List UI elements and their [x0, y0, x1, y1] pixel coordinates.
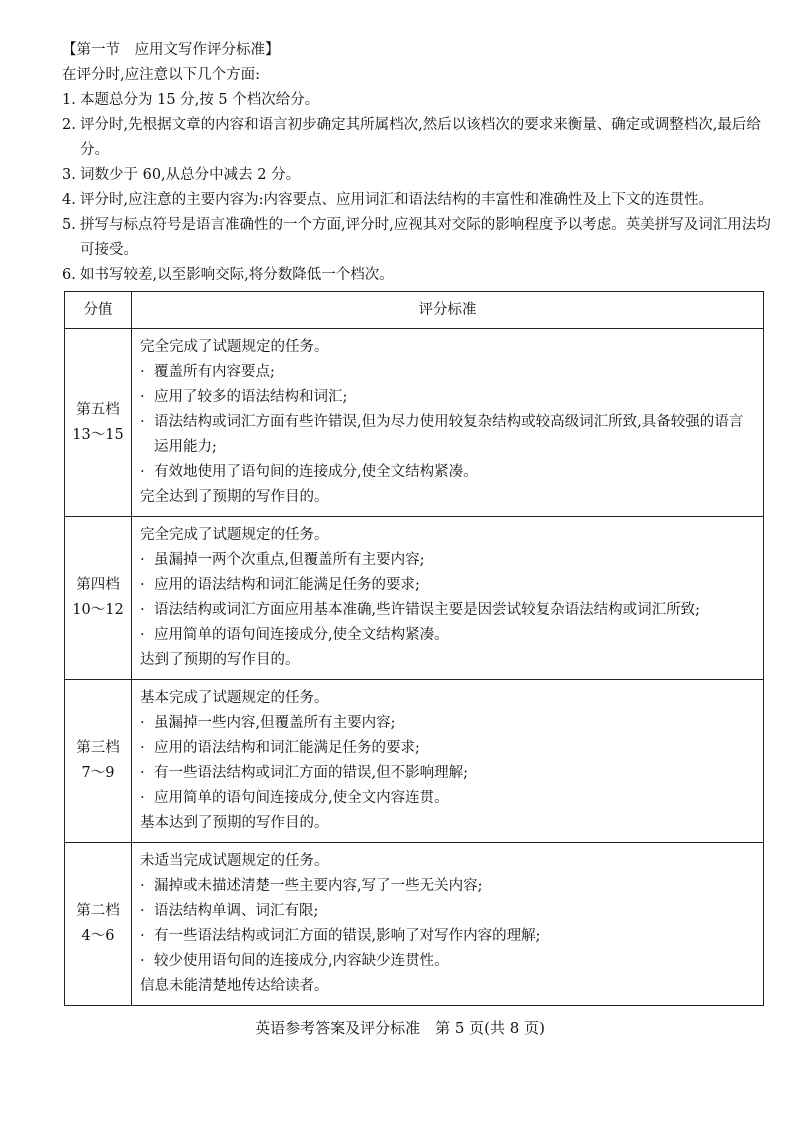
criteria-summary: 完全完成了试题规定的任务。	[140, 527, 329, 543]
bullet-text: 较少使用语句间的连接成分,内容缺少连贯性。	[154, 953, 449, 969]
bullet-text: 覆盖所有内容要点;	[154, 364, 275, 380]
criteria-bullet	[140, 573, 755, 598]
criteria-conclusion: 基本达到了预期的写作目的。	[140, 815, 329, 831]
rule-text: 评分时,先根据文章的内容和语言初步确定其所属档次,然后以该档次的要求来衡量、确定或调整档次,最后给分。	[80, 117, 761, 158]
rule-number: 4.	[62, 192, 76, 208]
bullet-dot: ·	[140, 740, 145, 756]
bullet-dot: ·	[140, 627, 145, 643]
intro-section	[62, 38, 782, 288]
criteria-summary: 未适当完成试题规定的任务。	[140, 853, 329, 869]
section-title: 【第一节 应用文写作评分标准】	[62, 42, 280, 58]
rule-item	[62, 88, 782, 113]
table-row	[65, 843, 764, 1006]
bullet-dot: ·	[140, 765, 145, 781]
bullet-dot: ·	[140, 790, 145, 806]
table-row	[65, 680, 764, 843]
criteria-bullet	[140, 761, 755, 786]
rule-item	[62, 188, 782, 213]
criteria-bullet	[140, 949, 755, 974]
bullet-text: 有一些语法结构或词汇方面的错误,影响了对写作内容的理解;	[154, 928, 541, 944]
level-name: 第四档	[76, 577, 120, 593]
table-row	[65, 517, 764, 680]
rule-number: 3.	[62, 167, 76, 183]
bullet-text: 应用简单的语句间连接成分,使全文结构紧凑。	[154, 627, 449, 643]
bullet-text: 漏掉或未描述清楚一些主要内容,写了一些无关内容;	[154, 878, 483, 894]
bullet-dot: ·	[140, 602, 145, 618]
criteria-bullet	[140, 899, 755, 924]
criteria-summary: 完全完成了试题规定的任务。	[140, 339, 329, 355]
bullet-text: 语法结构或词汇方面有些许错误,但为尽力使用较复杂结构或较高级词汇所致,具备较强的语言运用能力;	[154, 414, 744, 455]
level-cell	[65, 329, 132, 517]
bullet-text: 语法结构单调、词汇有限;	[154, 903, 319, 919]
table-header-row	[65, 292, 764, 329]
criteria-bullet	[140, 623, 755, 648]
header-score: 分值	[65, 292, 132, 329]
criteria-bullet	[140, 548, 755, 573]
level-cell	[65, 680, 132, 843]
bullet-dot: ·	[140, 878, 145, 894]
criteria-bullet	[140, 786, 755, 811]
criteria-conclusion: 信息未能清楚地传达给读者。	[140, 978, 329, 994]
bullet-dot: ·	[140, 715, 145, 731]
bullet-dot: ·	[140, 953, 145, 969]
rule-text: 评分时,应注意的主要内容为:内容要点、应用词汇和语法结构的丰富性和准确性及上下文的连贯性。	[80, 192, 713, 208]
bullet-dot: ·	[140, 364, 145, 380]
rule-item	[62, 263, 782, 288]
bullet-dot: ·	[140, 552, 145, 568]
criteria-bullet	[140, 736, 755, 761]
rule-item	[62, 113, 782, 163]
criteria-summary: 基本完成了试题规定的任务。	[140, 690, 329, 706]
criteria-cell	[132, 843, 764, 1006]
rule-text: 词数少于 60,从总分中减去 2 分。	[80, 167, 301, 183]
rule-number: 6.	[62, 267, 76, 283]
criteria-cell	[132, 329, 764, 517]
criteria-conclusion: 达到了预期的写作目的。	[140, 652, 300, 668]
level-range: 4～6	[81, 928, 115, 944]
rule-item	[62, 213, 782, 263]
bullet-text: 语法结构或词汇方面应用基本准确,些许错误主要是因尝试较复杂语法结构或词汇所致;	[154, 602, 700, 618]
criteria-bullet	[140, 598, 755, 623]
bullet-dot: ·	[140, 464, 145, 480]
rule-text: 拼写与标点符号是语言准确性的一个方面,评分时,应视其对交际的影响程度予以考虑。英美拼写及词汇用法均可接受。	[80, 217, 771, 258]
scoring-table	[64, 291, 764, 1006]
page-footer: 英语参考答案及评分标准 第 5 页(共 8 页)	[255, 1019, 545, 1037]
criteria-bullet	[140, 874, 755, 899]
bullet-text: 应用简单的语句间连接成分,使全文内容连贯。	[154, 790, 449, 806]
level-range: 13～15	[72, 426, 124, 443]
bullet-dot: ·	[140, 903, 145, 919]
bullet-dot: ·	[140, 577, 145, 593]
criteria-bullet	[140, 410, 755, 460]
level-cell	[65, 843, 132, 1006]
bullet-text: 应用的语法结构和词汇能满足任务的要求;	[154, 740, 420, 756]
level-name: 第五档	[76, 401, 120, 418]
bullet-text: 有效地使用了语句间的连接成分,使全文结构紧凑。	[154, 464, 478, 480]
criteria-conclusion: 完全达到了预期的写作目的。	[140, 489, 329, 505]
level-range: 7～9	[81, 765, 115, 781]
rule-item	[62, 163, 782, 188]
criteria-bullet	[140, 711, 755, 736]
criteria-bullet	[140, 460, 755, 485]
criteria-cell	[132, 680, 764, 843]
bullet-text: 应用的语法结构和词汇能满足任务的要求;	[154, 577, 420, 593]
rule-number: 5.	[62, 217, 76, 233]
rule-number: 2.	[62, 117, 76, 133]
bullet-text: 虽漏掉一些内容,但覆盖所有主要内容;	[154, 715, 396, 731]
intro-line: 在评分时,应注意以下几个方面:	[62, 67, 260, 83]
level-cell	[65, 517, 132, 680]
rule-text: 本题总分为 15 分,按 5 个档次给分。	[80, 92, 320, 108]
bullet-dot: ·	[140, 928, 145, 944]
header-criteria: 评分标准	[132, 292, 764, 329]
bullet-dot: ·	[140, 414, 145, 430]
bullet-dot: ·	[140, 389, 145, 405]
level-name: 第三档	[76, 740, 120, 756]
level-name: 第二档	[76, 903, 120, 919]
criteria-bullet	[140, 924, 755, 949]
rule-number: 1.	[62, 92, 76, 108]
bullet-text: 应用了较多的语法结构和词汇;	[154, 389, 348, 405]
bullet-text: 虽漏掉一两个次重点,但覆盖所有主要内容;	[154, 552, 425, 568]
rule-text: 如书写较差,以至影响交际,将分数降低一个档次。	[80, 267, 394, 283]
criteria-cell	[132, 517, 764, 680]
criteria-bullet	[140, 360, 755, 385]
table-row	[65, 329, 764, 517]
criteria-bullet	[140, 385, 755, 410]
bullet-text: 有一些语法结构或词汇方面的错误,但不影响理解;	[154, 765, 468, 781]
level-range: 10～12	[72, 602, 124, 618]
